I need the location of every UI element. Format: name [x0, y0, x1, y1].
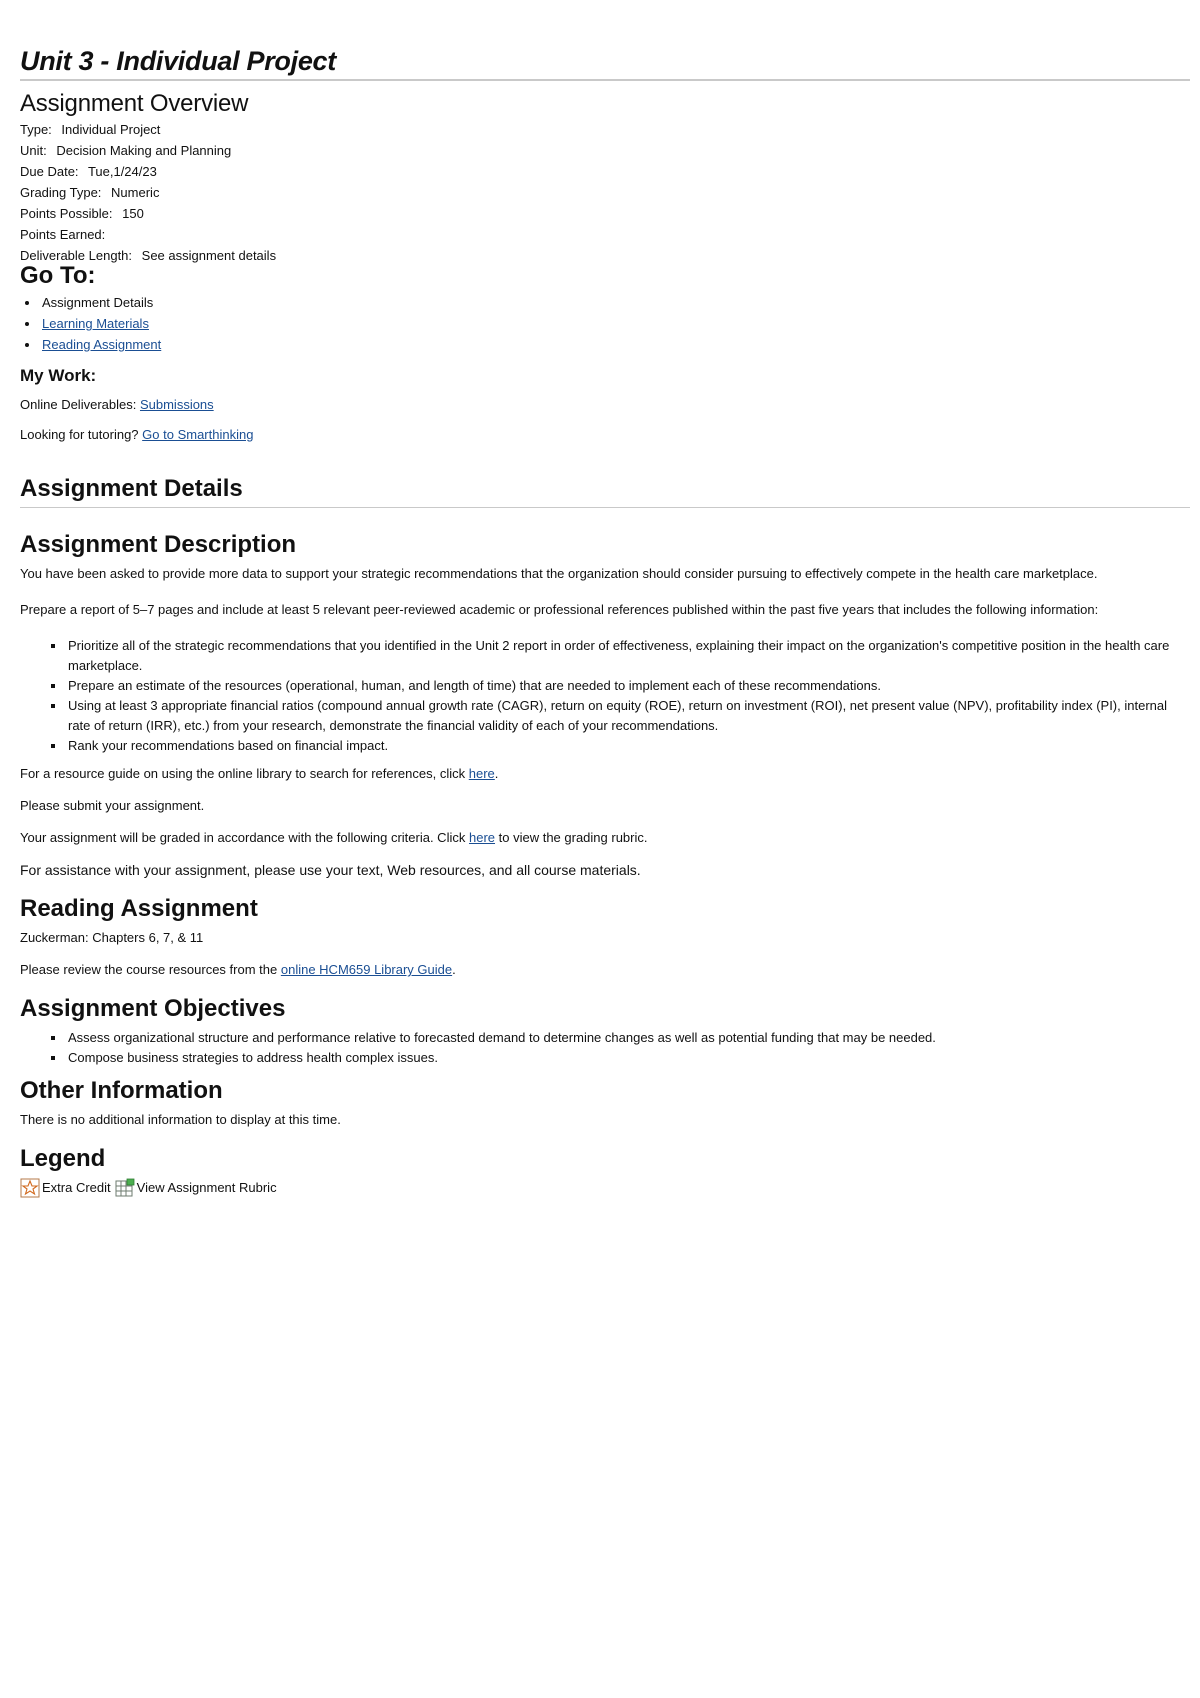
legend-heading: Legend [20, 1145, 106, 1172]
online-deliverables: Online Deliverables: Submissions [20, 397, 214, 412]
objective-item: ▪ Assess organizational structure and performance relative to forecasted demand to determine changes as well as potential funding that may be needed. [66, 1028, 1190, 1048]
extra-credit-icon [20, 1178, 40, 1198]
overview-row-type: Type: Individual Project [20, 122, 161, 137]
assignment-objectives-heading: Assignment Objectives [20, 995, 286, 1022]
library-guide-here-link[interactable]: here [468, 766, 495, 781]
overview-row-grading-type: Grading Type: Numeric [20, 185, 160, 200]
view-rubric-label: View Assignment Rubric [136, 1180, 277, 1195]
requirement-item: ▪ Rank your recommendations based on financial impact. [66, 736, 1190, 756]
library-guide-line: For a resource guide on using the online library to search for references, click here. [20, 766, 499, 781]
library-review-line: Please review the course resources from the online HCM659 Library Guide. [20, 962, 456, 977]
requirement-item: ▪ Prepare an estimate of the resources (operational, human, and length of time) that are needed to implement each of these recommendations. [66, 676, 1190, 696]
overview-row-points-possible: Points Possible: 150 [20, 206, 144, 221]
grading-rubric-here-link[interactable]: here [468, 830, 496, 845]
reading-assignment-heading: Reading Assignment [20, 895, 258, 922]
other-information-text: There is no additional information to display at this time. [20, 1112, 341, 1127]
extra-credit-label: Extra Credit [42, 1180, 111, 1195]
goto-list [20, 292, 1190, 355]
requirement-item: ▪ Prioritize all of the strategic recommendations that you identified in the Unit 2 report in order of effectiveness, explaining their impact on the organization's competitive position in the health care marketplace. [66, 636, 1190, 676]
page-title: Unit 3 - Individual Project [20, 44, 1190, 81]
overview-row-due-date: Due Date: Tue,1/24/23 [20, 164, 157, 179]
overview-row-deliverable-length: Deliverable Length: See assignment details [20, 248, 277, 263]
objectives-list [20, 1028, 1190, 1068]
goto-item-assignment-details: • Assignment Details [40, 292, 1190, 313]
rubric-line: Your assignment will be graded in accordance with the following criteria. Click here to view the grading rubric. [20, 830, 648, 845]
reading-text: Zuckerman: Chapters 6, 7, & 11 [20, 930, 204, 945]
goto-heading: Go To: [20, 262, 96, 289]
goto-item-learning-materials [40, 313, 1190, 334]
mywork-heading: My Work: [20, 366, 97, 385]
overview-row-unit: Unit: Decision Making and Planning [20, 143, 232, 158]
assignment-description-heading: Assignment Description [20, 531, 297, 558]
assistance-line: For assistance with your assignment, please use your text, Web resources, and all course materials. [20, 862, 641, 878]
submit-line: Please submit your assignment. [20, 798, 205, 813]
library-guide-link[interactable]: online HCM659 Library Guide [280, 962, 453, 977]
requirement-item: ▪ Using at least 3 appropriate financial ratios (compound annual growth rate (CAGR), return on equity (ROE), return on investment (ROI), net present value (NPV), profitability index (PI), internal rate of return (IRR), etc.) from your research, demonstrate the financial validity of each of your recommendations. [66, 696, 1190, 736]
learning-materials-link[interactable]: Learning Materials [42, 316, 149, 331]
reading-assignment-link[interactable]: Reading Assignment [42, 337, 162, 352]
description-paragraph-1: You have been asked to provide more data to support your strategic recommendations that the organization should consider pursuing to effectively compete in the health care marketplace. [20, 566, 1098, 581]
assignment-details-heading: Assignment Details [20, 473, 1190, 508]
overview-list [20, 119, 1190, 266]
objective-item: ▪ Compose business strategies to address health complex issues. [66, 1048, 1190, 1068]
legend-row [20, 1178, 1190, 1198]
other-information-heading: Other Information [20, 1077, 223, 1104]
description-paragraph-2: Prepare a report of 5–7 pages and include at least 5 relevant peer-reviewed academic or professional references published within the past five years that includes the following information: [20, 602, 1099, 617]
goto-item-reading-assignment [40, 334, 1190, 355]
submissions-link[interactable]: Submissions [139, 397, 214, 412]
smarthinking-link[interactable]: Go to Smarthinking [142, 427, 254, 442]
rubric-grid-icon [115, 1178, 135, 1198]
overview-heading: Assignment Overview [20, 90, 249, 117]
overview-row-points-earned: Points Earned: [20, 227, 106, 242]
tutoring-line: Looking for tutoring? Go to Smarthinking [20, 427, 254, 442]
requirements-list [20, 636, 1190, 756]
